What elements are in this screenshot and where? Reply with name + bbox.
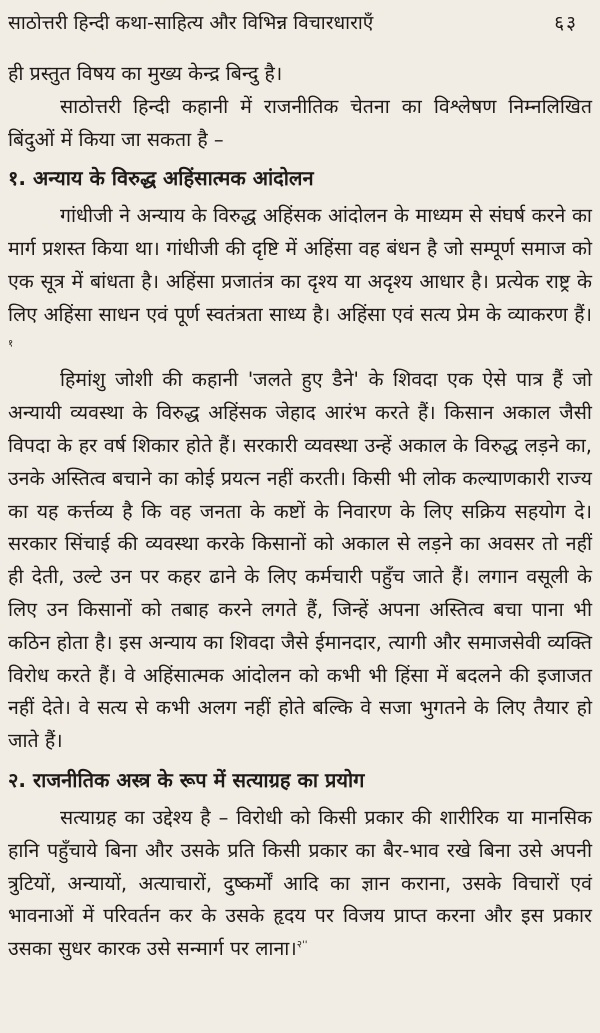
- paragraph: हिमांशु जोशी की कहानी 'जलते हुए डैने' के शिवदा एक ऐसे पात्र हैं जो अन्यायी व्यवस्था के विरुद्ध अहिंसक जेहाद आरंभ करते हैं। किसान अकाल जैसी विपदा के हर वर्ष शिकार होते हैं। सरकारी व्यवस्था उन्हें अकाल के विरुद्ध लड़ने का, उनके अस्तित्व बचाने का कोई प्रयत्न नहीं करती। किसी भी लोक कल्याणकारी राज्य का यह कर्त्तव्य है कि वह जनता के कष्टों के निवारण के लिए सक्रिय सहयोग दे। सरकार सिंचाई की व्यवस्था करके किसानों को अकाल से लड़ने का अवसर तो नहीं ही देती, उल्टे उन पर कहर ढाने के लिए कर्मचारी पहुँच जाते हैं। लगान वसूली के लिए उन किसानों को तबाह करने लगते हैं, जिन्हें अपना अस्तित्व बचा पाना भी कठिन होता है। इस अन्याय का शिवदा जैसे ईमानदार, त्यागी और समाजसेवी व्यक्ति विरोध करते हैं। वे अहिंसात्मक आंदोलन को कभी भी हिंसा में बदलने की इजाजत नहीं देते। वे सत्य से कभी अलग नहीं होते बल्कि वे सजा भुगतने के लिए तैयार हो जाते हैं।: [8, 368, 592, 753]
- section-heading: १. अन्याय के विरुद्ध अहिंसात्मक आंदोलन: [8, 166, 314, 191]
- section-heading: २. राजनीतिक अस्त्र के रूप में सत्याग्रह का प्रयोग: [8, 767, 365, 792]
- paragraph-text: सत्याग्रह का उद्देश्य है – विरोधी को किसी प्रकार की शारीरिक या मानसिक हानि पहुँचाये बिना और उसके प्रति किसी प्रकार का बैर-भाव रखे बिना उसे अपनी त्रुटियों, अन्यायों, अत्याचारों, दुष्कर्मों आदि का ज्ञान कराना, उसके विचारों एवं भावनाओं में परिवर्तन कर के उसके हृदय पर विजय प्राप्त करना और इस प्रकार उसका सुधर कारक उसे सन्मार्ग पर लाना।: [8, 805, 592, 961]
- paragraph: ही प्रस्तुत विषय का मुख्य केन्द्र बिन्दु है।: [8, 62, 283, 85]
- paragraph: [8, 802, 592, 966]
- page-number: ६३: [554, 12, 578, 34]
- footnote-marker: १: [8, 338, 14, 350]
- paragraph: [8, 200, 592, 364]
- footnote-marker: २'': [296, 939, 308, 951]
- paragraph-text: गांधीजी ने अन्याय के विरुद्ध अहिंसक आंदोलन के माध्यम से संघर्ष करने का मार्ग प्रशस्त किया था। गांधीजी की दृष्टि में अहिंसा वह बंधन है जो सम्पूर्ण समाज को एक सूत्र में बांधता है। अहिंसा प्रजातंत्र का दृश्य या अदृश्य आधार है। प्रत्येक राष्ट्र के लिए अहिंसा साधन एवं पूर्ण स्वतंत्रता साध्य है। अहिंसा एवं सत्य प्रेम के व्याकरण हैं।: [8, 204, 592, 326]
- paragraph: साठोत्तरी हिन्दी कहानी में राजनीतिक चेतना का विश्लेषण निम्नलिखित बिंदुओं में किया जा सकता है –: [8, 94, 592, 151]
- running-header: [8, 10, 592, 36]
- running-title: साठोत्तरी हिन्दी कथा-साहित्य और विभिन्न विचारधाराएँ: [8, 12, 374, 34]
